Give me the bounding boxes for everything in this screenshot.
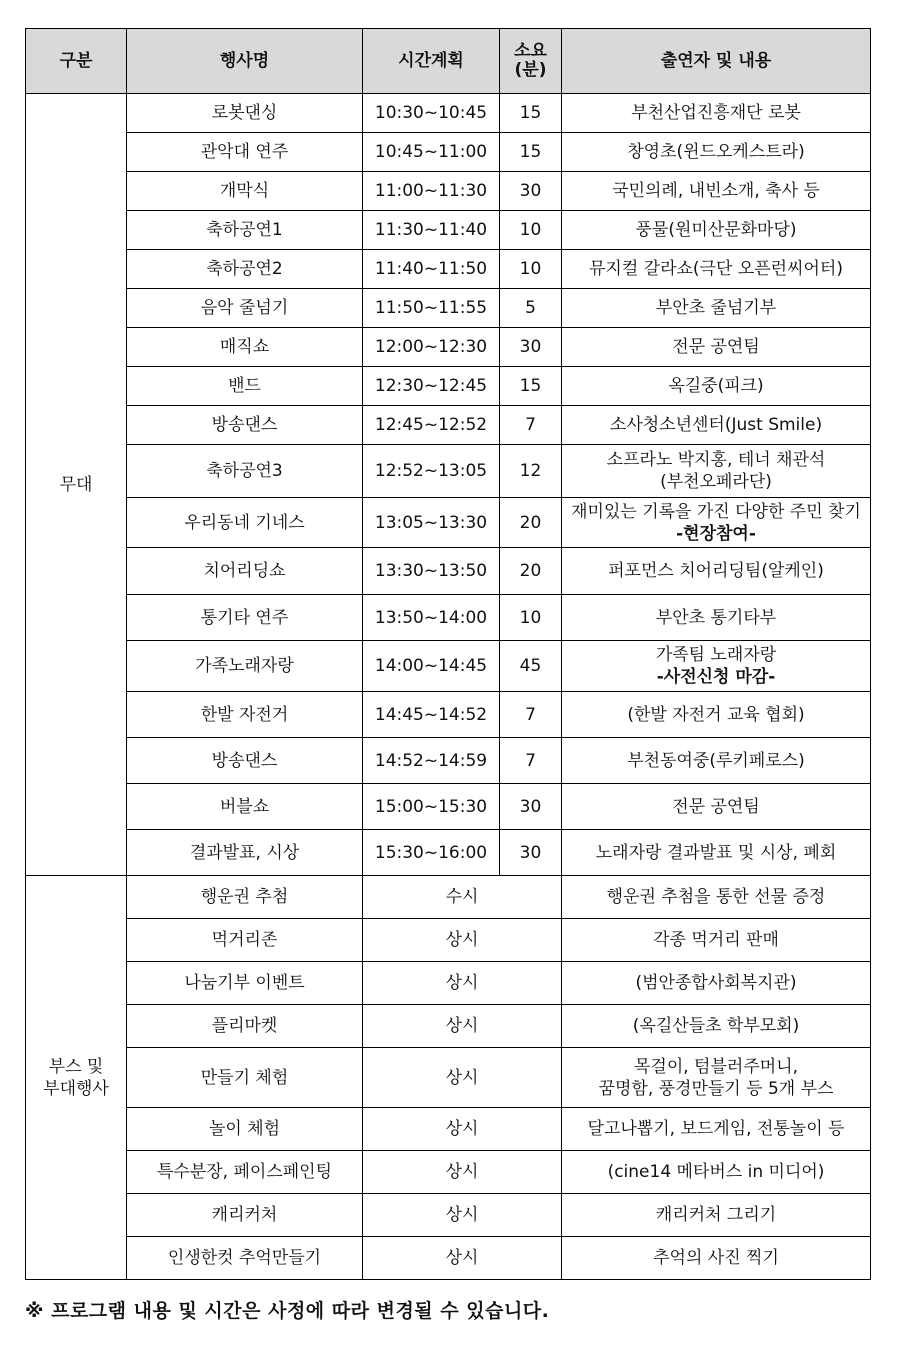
event-name: 캐리커처 bbox=[127, 1194, 363, 1237]
performer-cell: 소사청소년센터(Just Smile) bbox=[562, 406, 871, 445]
performer-cell: 추억의 사진 찍기 bbox=[562, 1237, 871, 1280]
header-event: 행사명 bbox=[127, 29, 363, 94]
event-name: 축하공연3 bbox=[127, 445, 363, 498]
duration-cell: 10 bbox=[500, 211, 562, 250]
performer-line2: 꿈명함, 풍경만들기 등 5개 부스 bbox=[598, 1078, 834, 1099]
performer-cell: 캐리커처 그리기 bbox=[562, 1194, 871, 1237]
stage-row bbox=[26, 289, 871, 328]
performer-cell: 행운권 추첨을 통한 선물 증정 bbox=[562, 876, 871, 919]
stage-row bbox=[26, 738, 871, 784]
event-name: 버블쇼 bbox=[127, 784, 363, 830]
event-name: 결과발표, 시상 bbox=[127, 830, 363, 876]
category-booth-line2: 부대행사 bbox=[43, 1078, 109, 1099]
schedule-body bbox=[26, 94, 871, 1280]
booth-row bbox=[26, 919, 871, 962]
performer-cell: (옥길산들초 학부모회) bbox=[562, 1005, 871, 1048]
duration-cell: 7 bbox=[500, 692, 562, 738]
event-name: 나눔기부 이벤트 bbox=[127, 962, 363, 1005]
stage-row bbox=[26, 830, 871, 876]
time-cell: 11:50~11:55 bbox=[363, 289, 500, 328]
duration-cell: 20 bbox=[500, 548, 562, 595]
time-cell: 14:00~14:45 bbox=[363, 641, 500, 692]
time-cell: 10:30~10:45 bbox=[363, 94, 500, 133]
event-name: 로봇댄싱 bbox=[127, 94, 363, 133]
event-name: 치어리딩쇼 bbox=[127, 548, 363, 595]
event-name: 특수분장, 페이스페인팅 bbox=[127, 1151, 363, 1194]
performer-line1: 목걸이, 텀블러주머니, bbox=[633, 1056, 798, 1077]
event-name: 만들기 체험 bbox=[127, 1048, 363, 1108]
event-name: 행운권 추첨 bbox=[127, 876, 363, 919]
event-name: 가족노래자랑 bbox=[127, 641, 363, 692]
time-cell: 15:30~16:00 bbox=[363, 830, 500, 876]
duration-cell: 10 bbox=[500, 595, 562, 641]
time-cell: 14:52~14:59 bbox=[363, 738, 500, 784]
booth-row bbox=[26, 1005, 871, 1048]
event-name: 방송댄스 bbox=[127, 406, 363, 445]
header-duration-line2: (분) bbox=[514, 60, 547, 80]
time-cell: 11:30~11:40 bbox=[363, 211, 500, 250]
performer-cell: 창영초(윈드오케스트라) bbox=[562, 133, 871, 172]
event-name: 관악대 연주 bbox=[127, 133, 363, 172]
booth-row bbox=[26, 1048, 871, 1108]
duration-cell: 30 bbox=[500, 784, 562, 830]
event-name: 방송댄스 bbox=[127, 738, 363, 784]
time-cell: 상시 bbox=[363, 919, 562, 962]
performer-cell bbox=[562, 498, 871, 548]
stage-row bbox=[26, 250, 871, 289]
duration-cell: 45 bbox=[500, 641, 562, 692]
time-cell: 13:30~13:50 bbox=[363, 548, 500, 595]
time-cell: 수시 bbox=[363, 876, 562, 919]
time-cell: 15:00~15:30 bbox=[363, 784, 500, 830]
performer-cell: 전문 공연팀 bbox=[562, 784, 871, 830]
performer-cell bbox=[562, 1048, 871, 1108]
performer-line1: 재미있는 기록을 가진 다양한 주민 찾기 bbox=[571, 501, 861, 522]
event-name: 밴드 bbox=[127, 367, 363, 406]
time-cell: 상시 bbox=[363, 1048, 562, 1108]
performer-line1: 가족팀 노래자랑 bbox=[655, 645, 777, 665]
stage-row bbox=[26, 406, 871, 445]
time-cell: 상시 bbox=[363, 962, 562, 1005]
performer-cell: 부안초 줄넘기부 bbox=[562, 289, 871, 328]
header-time: 시간계획 bbox=[363, 29, 500, 94]
schedule-table bbox=[25, 28, 871, 1280]
performer-cell: 달고나뽑기, 보드게임, 전통놀이 등 bbox=[562, 1108, 871, 1151]
booth-row bbox=[26, 1108, 871, 1151]
time-cell: 14:45~14:52 bbox=[363, 692, 500, 738]
booth-row bbox=[26, 962, 871, 1005]
stage-row bbox=[26, 784, 871, 830]
time-cell: 10:45~11:00 bbox=[363, 133, 500, 172]
performer-cell: 전문 공연팀 bbox=[562, 328, 871, 367]
duration-cell: 12 bbox=[500, 445, 562, 498]
event-name: 매직쇼 bbox=[127, 328, 363, 367]
event-name: 플리마켓 bbox=[127, 1005, 363, 1048]
category-booth-line1: 부스 및 bbox=[48, 1056, 104, 1077]
stage-row bbox=[26, 445, 871, 498]
time-cell: 상시 bbox=[363, 1151, 562, 1194]
performer-cell: (cine14 메타버스 in 미디어) bbox=[562, 1151, 871, 1194]
time-cell: 12:00~12:30 bbox=[363, 328, 500, 367]
performer-cell: 부천동여중(루키페로스) bbox=[562, 738, 871, 784]
time-cell: 13:50~14:00 bbox=[363, 595, 500, 641]
booth-row bbox=[26, 876, 871, 919]
time-cell: 12:30~12:45 bbox=[363, 367, 500, 406]
duration-cell: 15 bbox=[500, 367, 562, 406]
performer-cell: 옥길중(피크) bbox=[562, 367, 871, 406]
stage-row bbox=[26, 641, 871, 692]
stage-row bbox=[26, 211, 871, 250]
time-cell: 상시 bbox=[363, 1194, 562, 1237]
performer-cell: (범안종합사회복지관) bbox=[562, 962, 871, 1005]
booth-row bbox=[26, 1151, 871, 1194]
header-duration bbox=[500, 29, 562, 94]
performer-cell: 노래자랑 결과발표 및 시상, 폐회 bbox=[562, 830, 871, 876]
event-name: 인생한컷 추억만들기 bbox=[127, 1237, 363, 1280]
time-cell: 12:52~13:05 bbox=[363, 445, 500, 498]
category-stage: 무대 bbox=[26, 94, 127, 876]
event-name: 우리동네 기네스 bbox=[127, 498, 363, 548]
performer-cell: 부천산업진흥재단 로봇 bbox=[562, 94, 871, 133]
performer-cell: (한발 자전거 교육 협회) bbox=[562, 692, 871, 738]
booth-row bbox=[26, 1194, 871, 1237]
performer-cell: 각종 먹거리 판매 bbox=[562, 919, 871, 962]
header-duration-line1: 소요 bbox=[514, 41, 547, 61]
event-name: 한발 자전거 bbox=[127, 692, 363, 738]
time-cell: 11:00~11:30 bbox=[363, 172, 500, 211]
performer-cell: 국민의례, 내빈소개, 축사 등 bbox=[562, 172, 871, 211]
duration-cell: 30 bbox=[500, 172, 562, 211]
duration-cell: 15 bbox=[500, 133, 562, 172]
stage-row bbox=[26, 172, 871, 211]
event-name: 놀이 체험 bbox=[127, 1108, 363, 1151]
stage-row bbox=[26, 498, 871, 548]
category-booth bbox=[26, 876, 127, 1280]
event-name: 먹거리존 bbox=[127, 919, 363, 962]
event-name: 음악 줄넘기 bbox=[127, 289, 363, 328]
booth-row bbox=[26, 1237, 871, 1280]
performer-cell bbox=[562, 445, 871, 498]
time-cell: 12:45~12:52 bbox=[363, 406, 500, 445]
performer-cell: 퍼포먼스 치어리딩팀(알케인) bbox=[562, 548, 871, 595]
duration-cell: 15 bbox=[500, 94, 562, 133]
event-name: 축하공연2 bbox=[127, 250, 363, 289]
stage-row bbox=[26, 94, 871, 133]
stage-row bbox=[26, 133, 871, 172]
stage-row bbox=[26, 328, 871, 367]
event-name: 통기타 연주 bbox=[127, 595, 363, 641]
performer-line2: -사전신청 마감- bbox=[656, 667, 776, 687]
performer-line2: -현장참여- bbox=[676, 523, 756, 544]
header-category: 구분 bbox=[26, 29, 127, 94]
duration-cell: 5 bbox=[500, 289, 562, 328]
time-cell: 상시 bbox=[363, 1005, 562, 1048]
duration-cell: 10 bbox=[500, 250, 562, 289]
performer-cell bbox=[562, 641, 871, 692]
event-name: 개막식 bbox=[127, 172, 363, 211]
time-cell: 11:40~11:50 bbox=[363, 250, 500, 289]
duration-cell: 30 bbox=[500, 328, 562, 367]
event-name: 축하공연1 bbox=[127, 211, 363, 250]
duration-cell: 7 bbox=[500, 738, 562, 784]
duration-cell: 30 bbox=[500, 830, 562, 876]
performer-cell: 부안초 통기타부 bbox=[562, 595, 871, 641]
performer-line1: 소프라노 박지홍, 테너 채관석 bbox=[606, 450, 826, 470]
stage-row bbox=[26, 595, 871, 641]
footer-note: ※ 프로그램 내용 및 시간은 사정에 따라 변경될 수 있습니다. bbox=[25, 1300, 550, 1322]
stage-row bbox=[26, 367, 871, 406]
duration-cell: 20 bbox=[500, 498, 562, 548]
header-row bbox=[26, 29, 871, 94]
time-cell: 상시 bbox=[363, 1237, 562, 1280]
performer-line2: (부천오페라단) bbox=[660, 472, 772, 492]
header-performer: 출연자 및 내용 bbox=[562, 29, 871, 94]
stage-row bbox=[26, 692, 871, 738]
performer-cell: 뮤지컬 갈라쇼(극단 오픈런씨어터) bbox=[562, 250, 871, 289]
time-cell: 13:05~13:30 bbox=[363, 498, 500, 548]
time-cell: 상시 bbox=[363, 1108, 562, 1151]
performer-cell: 풍물(원미산문화마당) bbox=[562, 211, 871, 250]
stage-row bbox=[26, 548, 871, 595]
duration-cell: 7 bbox=[500, 406, 562, 445]
